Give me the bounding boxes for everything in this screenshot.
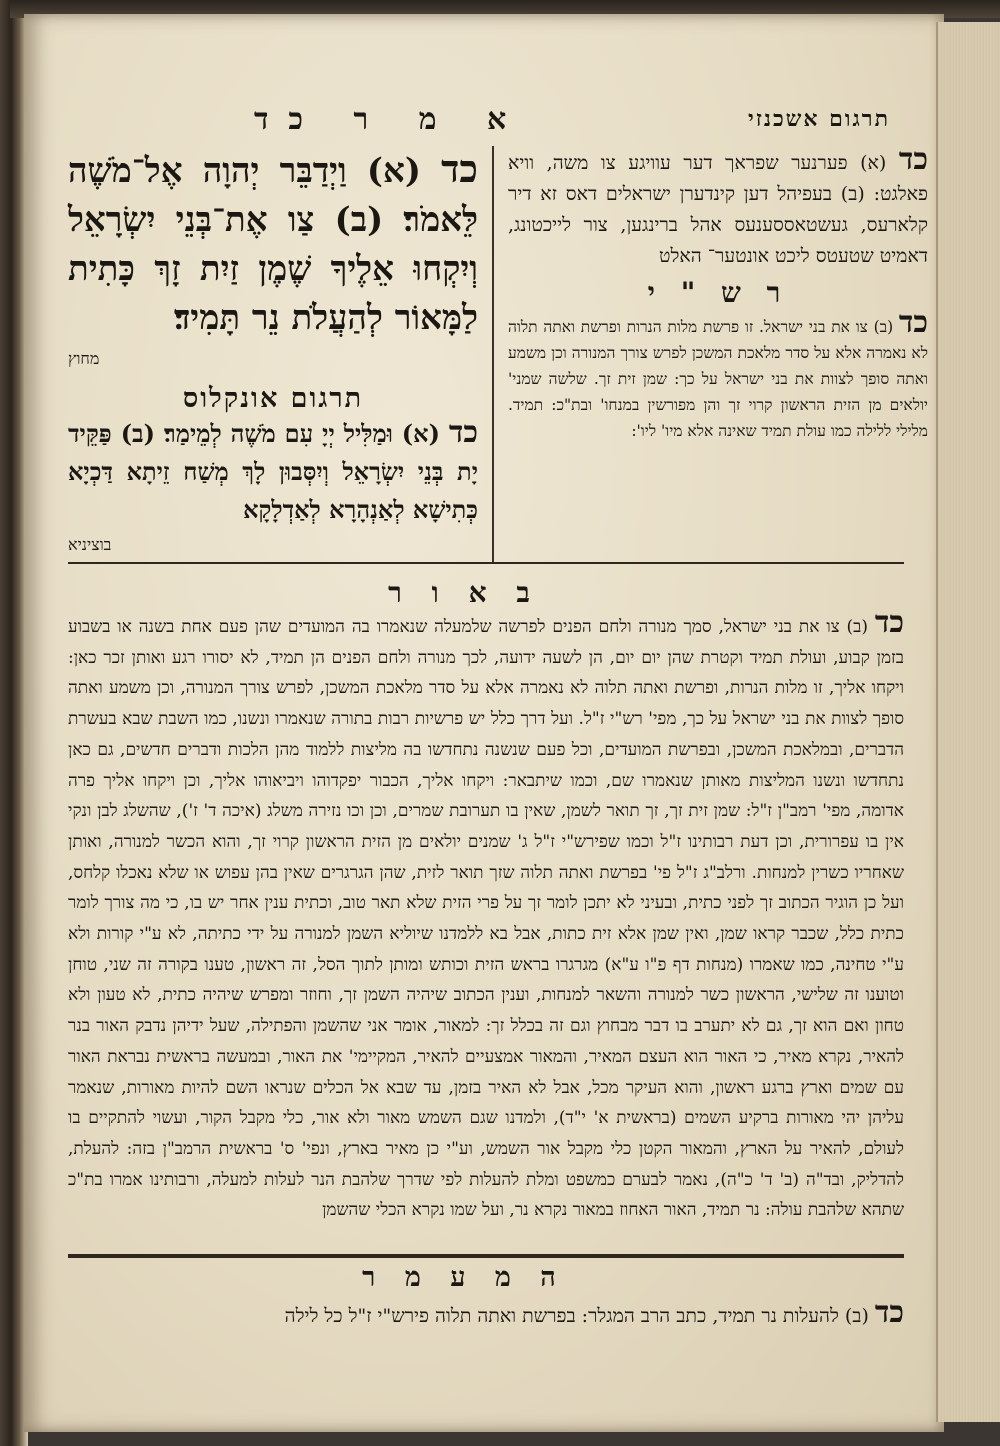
hameamer-text xyxy=(68,1295,904,1331)
book-page xyxy=(24,14,944,1432)
torah-body: (א) וַיְדַבֵּר יְהוָה אֶל־מֹשֶׁה לֵּאמֹר׃ (ב) צַו אֶת־בְּנֵי יִשְׂרָאֵל וְיִקְחוּ אֵלֶיךָ שֶׁמֶן זַיִת זָךְ כָּתִית לַמָּאוֹר לְהַעֲלֹת נֵר תָּמִיד׃ xyxy=(68,151,478,338)
onkelos-text xyxy=(68,414,478,529)
catchword: מחוץ xyxy=(68,349,100,368)
hameamer-title: ה מ ע מ ר xyxy=(362,1262,566,1293)
onkelos-body: (א) וּמַלִּיל יְיָ עִם מֹשֶׁה לְמֵימַר׃ (ב) פַּקֵּיד יָת בְּנֵי יִשְׂרָאֵל וְיִסְּבוּן לָךְ מְשַׁח זֵיתָא דַּכְיָא כְּתִישָׁא לְאַנְהָרָא לְאַדְלָקָא xyxy=(68,419,478,524)
catchword: בוציניא xyxy=(68,535,112,554)
chapter-marker: כד xyxy=(874,605,905,640)
targum-ashkenazi-body: (א) פערנער שפראך דער עוויגע צו משה, וויא פאלגט: (ב) בעפיהל דען קינדערן ישראלים דאס זא דיר קלארעס, געשטאססענעס אהל ברינגען, צור לייכטונג, דאמיט שטעטס ליכט אונטער־ האלט xyxy=(508,152,928,267)
page-edges xyxy=(936,22,1000,1422)
rashi-title: ר ש " י xyxy=(647,276,789,309)
rashi-body: (ב) צו את בני ישראל. זו פרשת מלות הנרות ופרשת ואתה תלוה לא נאמרה אלא על סדר מלאכת המשכן לפרש צורך המנורה וכן משמע ואתה סופך לצוות את בני ישראל על כך: שמן זית זך. שלשה שמני' יולאים מן הזית הראשון קרוי זך והן מפורשין במנחו' ובת"כ: תמיד. מלילי ללילה כמו עולת תמיד שאינה אלא מיו' ליו': xyxy=(508,318,928,440)
right-column xyxy=(508,144,928,444)
onkelos-title: תרגום אונקלוס xyxy=(182,383,364,414)
section-divider xyxy=(68,562,904,564)
left-column xyxy=(68,144,478,555)
rashi-text xyxy=(508,305,928,444)
biur-text xyxy=(68,605,905,1226)
chapter-marker: כד xyxy=(448,415,478,450)
biur-title: ב א ו ר xyxy=(388,576,540,609)
section-divider xyxy=(68,1254,904,1258)
targum-ashkenazi-header: תרגום אשכנזי xyxy=(747,106,890,132)
chapter-marker: כד xyxy=(441,146,478,191)
torah-verse xyxy=(68,144,478,343)
chapter-marker: כד xyxy=(874,1295,904,1330)
parasha-header: א מ ר כד xyxy=(254,102,527,137)
targum-ashkenazi-text xyxy=(508,144,928,272)
hameamer-body: (ב) להעלות נר תמיד, כתב הרב המגלר: בפרשת ואתה תלוה פירש"י ז"ל כל לילה xyxy=(284,1305,869,1327)
chapter-marker: כד xyxy=(898,305,928,340)
biur-body: (ב) צו את בני ישראל, סמך מנורה ולחם הפנים לפרשה שלמעלה שנאמרו בה המועדים שהן פעם אחת בשנה או בשבוע בזמן קבוע, ועולת תמיד וקטרת שהן יום יום, הן לשעה ידועה, לכך מנורה ולחם הפנים הן תמיד, לא יסורו רגע ואותן זכר כאן: ויקחו אליך, זו מלות הנרות, ופרשת ואתה תלוה לא נאמרה אלא על סדר מלאכת המשכן, לפרש צורך המנורה, וכן משמע ואתה סופך לצוות את בני ישראל על כך, מפי' רש"י ז"ל. ועל דרך כלל יש פרשיות רבות בתורה שנאמרו ונשנו, כמו השבת שבא בעשרת הדברים, ובמלאכת המשכן, ובפרשת המועדים, וכל פעם שנשנה נתחדשו בה מליצות ללמוד מהן הלכות ודברים חדשים, גם כאן נתחדשו ונשנו המליצות מאותן שנאמרו שם, וכמו שיתבאר: ויקחו אליך, הכבור יפקדוהו ויביאוהו אליך, וכן ויקחו אליך פרה אדומה, מפי' רמב"ן ז"ל: שמן זית זך, זך תואר לשמן, שאין בו תערובת שמרים, וכן וכו נזירה משלג (איכה ד' ז'), שהשלג לבן ונקי אין בו עפרורית, וכן דעת רבותינו ז"ל וכמו שפירש"י ז"ל ג' שמנים יולאים מן הזית הראשון קרוי זך, והוא הכשר למנורה, ואותן שאחריו כשרין למנחות. ורלב"ג ז"ל פי' בפרשת ואתה תלוה שזך תואר לזית, שהן הגרגרים שאין בהן עפוש או שלא נאכלו קלחס, ועל כן הוגיר הכתוב זך לפני כתית, ובעיני לא יתכן לומר זך על פרי הזית שלא תאר טוב, וכתית ענין אחר יש בו, כי מה צורך לומר כתית כלל, שכבר קראו שמן, ואין שמן אלא זית כתות, אבל בא ללמדנו שיוליא השמן למנורה על ידי כתיתה, לא ע"י קורות ולא ע"י טחינה, כמו שאמרו (מנחות דף פ"ו ע"א) מגרגרו בראש הזית וכותש ומותן לתוך הסל, זה ראשון, טענו בקורה זה שני, טוחן וטוענו זה שלישי, הראשון כשר למנורה והשאר למנחות, וענין הכתוב שיהיה השמן זך, וחוזר ומפרש שיהיה כתית, לא טעון ולא טחון ואם הוא זך, גם לא יתערב בו דבר מבחוץ וגם זה בכלל זך: למאור, אומר אני שהשמן והפתילה, שעל ידיהן נדבק האור בנר להאיר, נקרא מאיר, כי האור הוא העצם המאיר, והמאור אמצעיים להאיר, המקיימי' את האור, ובמעשה בראשית נבראת האור עם שמים וארץ ברגע ראשון, והוא העיקר מכל, אבל לא האיר בזמן, עד שבא אל הכלים שנראו השם להיות מאורות, שנאמר עליהן יהי מאורות ברקיע השמים (בראשית א' י"ד), ולמדנו שגם השמש מאור ולא אור, כלי מקבל הקור, ועשוי להתקיים בו לעולם, להאיר על הארץ, והמאור הקטן כלי מקבל אור השמש, וע"י כן מאיר בארץ, ונפי' ס' בראשית הרמב"ן בזה: להעלת, להדליק, ובד"ה (ב' ד' כ"ה), נאמר לבערם כמשפט ומלת להעלות לפי שדרך שלהבת הנר לעלות למעלה, ורבותינו אמרו בת"כ שתהא שלהבת עולה: נר תמיד, האור האחוז במאור נקרא נר, ועל שמו נקרא הכלי שהשמן xyxy=(68,617,904,1221)
chapter-marker: כד xyxy=(898,142,928,177)
column-divider xyxy=(492,146,494,562)
